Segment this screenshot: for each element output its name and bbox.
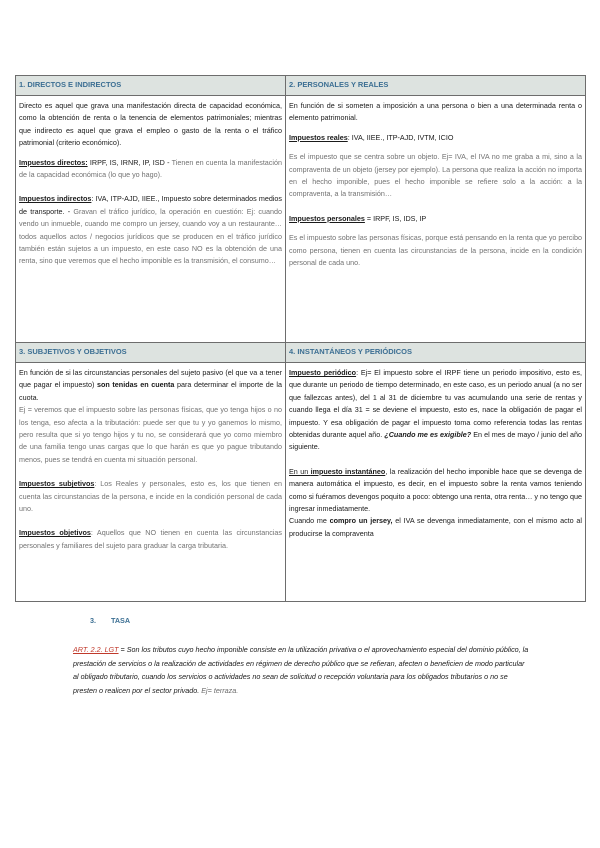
s4-periodico-question: ¿Cuando me es exigible?	[384, 430, 472, 440]
s1-indirectos-list: : IVA, ITP-AJD, IIEE., Impuesto sobre determinados medios de transporte. -	[19, 194, 283, 216]
s3-objetivos	[19, 527, 282, 552]
s3-example: Ej = veremos que el impuesto sobre las personas físicas, que yo tenga hijos o no los tenga, eso afecta a la tributación: puede ser que tu y yo ganemos lo mismo, pero resulta que si yo tengo hijos y tu no, se considerará que yo como miembro de una familia tengo unas cargas que lo que harán es que yo pague tributando menos, pues se tendrá en cuenta mi situación personal.	[19, 405, 282, 464]
s3-subjetivos-desc: : Los Reales y personales, esto es, los que tienen en cuenta las circunstancias de la persona, e incide en la condición personal de cada uno.	[19, 479, 282, 514]
s3-objetivos-label: Impuestos objetivos	[19, 528, 91, 538]
s4-periodico-label: Impuesto periódico	[289, 368, 357, 377]
section-4-body	[286, 363, 586, 602]
s1-directos	[19, 157, 282, 182]
s1-intro: Directo es aquel que grava una manifestación directa de capacidad económica, como la obtención de renta o la tenencia de elementos patrimoniales; mientras que indirecto es aquel que grava el empleo o gasto de la renta o el tráfico patrimonial (criterio económico).	[19, 101, 282, 148]
s3-intro-bold: son tenidas en cuenta	[97, 380, 175, 390]
s1-indirectos-label: Impuestos indirectos	[19, 194, 92, 204]
s2-personales-label: Impuestos personales	[289, 213, 365, 223]
tasa-number: 3.	[90, 616, 96, 625]
s3-intro-a: En función de si las circunstancias personales del sujeto pasivo (el que va a tener que pagar el impuesto)	[19, 368, 282, 390]
s4-compra-bold: compro un jersey,	[329, 516, 393, 526]
tasa-definition-text: = Son los tributos cuyo hecho imponible consiste en la utilización privativa o el aprovechamiento especial del dominio público, la prestación de servicios o la realización de actividades en régimen de derecho público que se refieran, afecten o beneficien de modo particular al obligado tributario, cuando los servicios o actividades no sean de solicitud o recepción voluntaria para los obligados tributarios o no se presten o realicen por el sector privado.	[73, 645, 529, 695]
s2-intro: En función de si someten a imposición a una persona o bien a una determinada renta o elemento patrimonial.	[289, 101, 582, 123]
section-1-title: 1. DIRECTOS E INDIRECTOS	[16, 76, 286, 96]
tasa-heading	[90, 616, 130, 625]
s2-personales-desc: Es el impuesto sobre las personas físicas, porque está pensando en la renta que yo percibo como persona, tienen en cuenta las circunstancias de la persona, incide en la condición personal de cada uno.	[289, 233, 582, 268]
s1-indirectos-desc: Gravan el tráfico jurídico, la operación en cuestión: Ej: cuando vendo un inmueble, cuando me compro un jersey, cuando voy a un restaurante… todos aquellos actos / negocios jurídicos que se producen en el tráfico jurídico también están sujetos a un impuesto, en este caso NO es la obtención de una renta, sino que veremos que el hecho imponible es la transmisión, el consumo…	[19, 206, 282, 266]
tasa-title: TASA	[111, 616, 131, 625]
classification-table	[15, 75, 586, 602]
s1-indirectos	[19, 193, 282, 267]
s4-periodico	[289, 367, 582, 454]
s4-instantaneo-pre: En un	[289, 466, 311, 476]
s1-directos-list: IRPF, IS, IRNR, IP, ISD -	[87, 157, 172, 167]
section-3-body	[16, 363, 286, 602]
s2-reales-list: : IVA, IIEE., ITP-AJD, IVTM, ICIO	[347, 132, 454, 142]
s2-reales	[289, 132, 582, 144]
s4-periodico-answer: En el mes de mayo / junio del año siguiente.	[289, 430, 582, 452]
s3-intro-b: para determinar el importe de la cuota.	[19, 380, 282, 402]
tasa-art-ref: ART. 2.2. LGT	[73, 645, 119, 654]
tasa-definition	[73, 643, 530, 697]
tasa-example: Ej= terraza.	[201, 685, 239, 695]
s2-personales-list: = IRPF, IS, IDS, IP	[364, 213, 427, 223]
s4-compra-post: el IVA se devenga inmediatamente, con el mismo acto al producirse la compraventa	[289, 516, 582, 538]
s4-instantaneo-label: impuesto instantáneo	[310, 466, 386, 476]
s2-reales-desc: Es el impuesto que se centra sobre un objeto. Ej= IVA, el IVA no me graba a mi, sino a la compraventa de un objeto (jersey por ejemplo). La persona que realiza la acción no importa en el hecho imponible, pues el hecho imponible se refiere solo a la acción: a la compraventa, a la transmisión…	[289, 152, 582, 199]
s3-subjetivos-label: Impuestos subjetivos	[19, 479, 95, 489]
s3-subjetivos	[19, 478, 282, 515]
s2-reales-label: Impuestos reales	[289, 132, 348, 142]
s4-periodico-text: : Ej= El impuesto sobre el IRPF tiene un periodo impositivo, esto es, que durante un periodo de tiempo determinado, en este caso, es un periodo anual (a no ser que fallezcas antes), del 1 al 31 de diciembre tu vas acumulando una serie de rentas y cuando llega el día 31 = se deviene el impuesto, esto es, nace la obligación de pagar el impuesto. Y esa obligación de pagar el impuesto toma como referencia todas las rentas obtenidas durante aquel año.	[289, 368, 582, 440]
s3-objetivos-desc: : Aquellos que NO tienen en cuenta las circunstancias personales y familiares del sujeto para graduar la carga tributaria.	[19, 528, 282, 550]
s4-instantaneo-text: , la realización del hecho imponible hace que se devenga de manera automática el impuesto, es decir, en el impuesto sobre la renta vamos teniendo como si fuéramos devengos poquito a poco: obtengo una renta, otra renta… y no tengo que ingresar inmediatamente.	[289, 466, 583, 514]
s1-directos-desc: Tienen en cuenta la manifestación de la capacidad económica (lo que yo hago).	[19, 157, 282, 180]
section-4-title: 4. INSTANTÁNEOS Y PERIÓDICOS	[286, 343, 586, 363]
section-3-title: 3. SUBJETIVOS Y OBJETIVOS	[16, 343, 286, 363]
section-2-title: 2. PERSONALES Y REALES	[286, 76, 586, 96]
s4-instantaneo	[289, 466, 582, 516]
s1-directos-label: Impuestos directos:	[19, 157, 88, 167]
section-1-body	[16, 96, 286, 343]
s4-compra-pre: Cuando me	[289, 516, 330, 526]
s2-personales	[289, 213, 582, 225]
section-2-body	[286, 96, 586, 343]
s4-compra	[289, 515, 582, 540]
s3-intro	[19, 367, 282, 404]
